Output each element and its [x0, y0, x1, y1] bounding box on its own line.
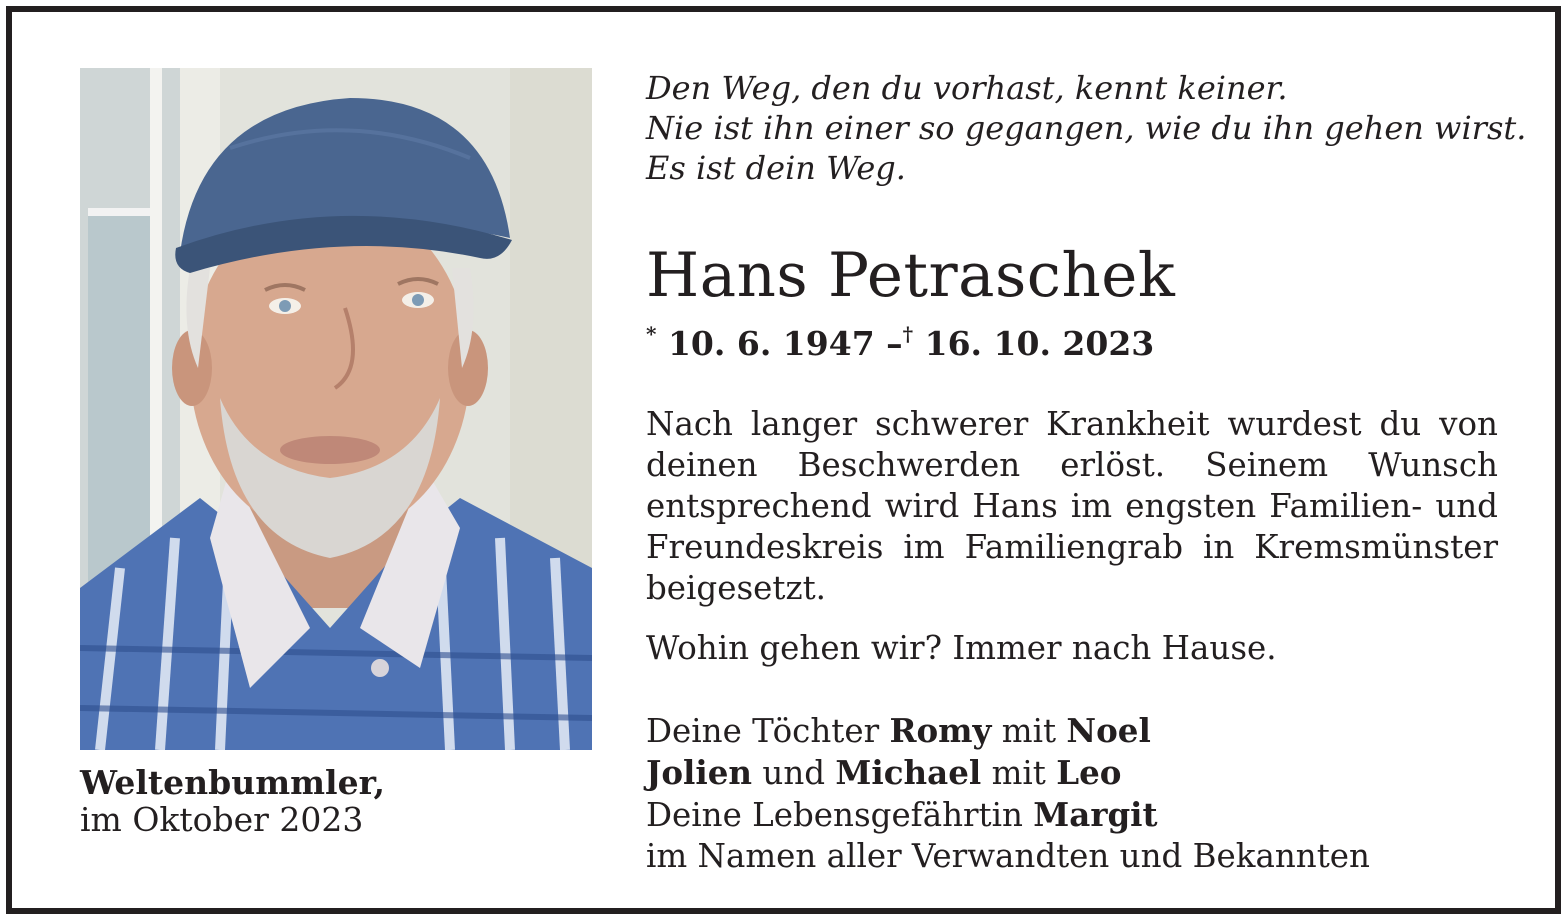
signer-conj: mit [1001, 712, 1057, 750]
photo-caption [80, 764, 385, 838]
obituary-frame [6, 6, 1561, 914]
signer-name: Margit [1033, 795, 1158, 834]
signer-name: Jolien [646, 753, 753, 792]
caption-subtitle: im Oktober 2023 [80, 800, 364, 839]
signer-prefix: Deine Töchter [646, 712, 880, 750]
quote-line: Nie ist ihn einer so gegangen, wie du ihn gehen wirst. [646, 109, 1527, 147]
signers-block [646, 710, 1370, 877]
signers-line-3 [646, 794, 1370, 836]
signer-conj: mit [991, 754, 1046, 792]
caption-title: Weltenbummler, [80, 763, 386, 802]
life-dates [646, 314, 1154, 364]
date-separator: – [886, 324, 903, 363]
birth-date: 10. 6. 1947 [667, 324, 875, 363]
closing-line: Wohin gehen wir? Immer nach Hause. [646, 629, 1277, 667]
death-date: 16. 10. 2023 [924, 324, 1155, 363]
deceased-name: Hans Petraschek [646, 240, 1176, 311]
quote-line: Den Weg, den du vorhast, kennt keiner. [646, 69, 1288, 107]
signer-name: Romy [889, 711, 992, 750]
signer-name: Noel [1066, 711, 1151, 750]
signer-prefix: Deine Lebensgefährtin [646, 796, 1023, 834]
quote-block [646, 68, 1526, 188]
death-symbol: † [902, 322, 914, 346]
portrait-illustration [80, 68, 592, 750]
birth-symbol: * [646, 322, 657, 346]
signer-conj: und [762, 754, 826, 792]
portrait-photo [80, 68, 592, 750]
signers-line-2 [646, 752, 1370, 794]
obituary-text: Nach langer schwerer Krankheit wurdest du von deinen Beschwerden erlöst. Seinem Wunsch entsprechend wird Hans im engsten Familien- und Freundeskreis im Familiengrab in Kremsmünster beigesetzt. [646, 405, 1498, 607]
signers-line-4: im Namen aller Verwandten und Bekannten [646, 837, 1370, 875]
signers-line-1 [646, 710, 1370, 752]
signer-name: Leo [1056, 753, 1122, 792]
quote-line: Es ist dein Weg. [646, 149, 906, 187]
signer-name: Michael [835, 753, 982, 792]
